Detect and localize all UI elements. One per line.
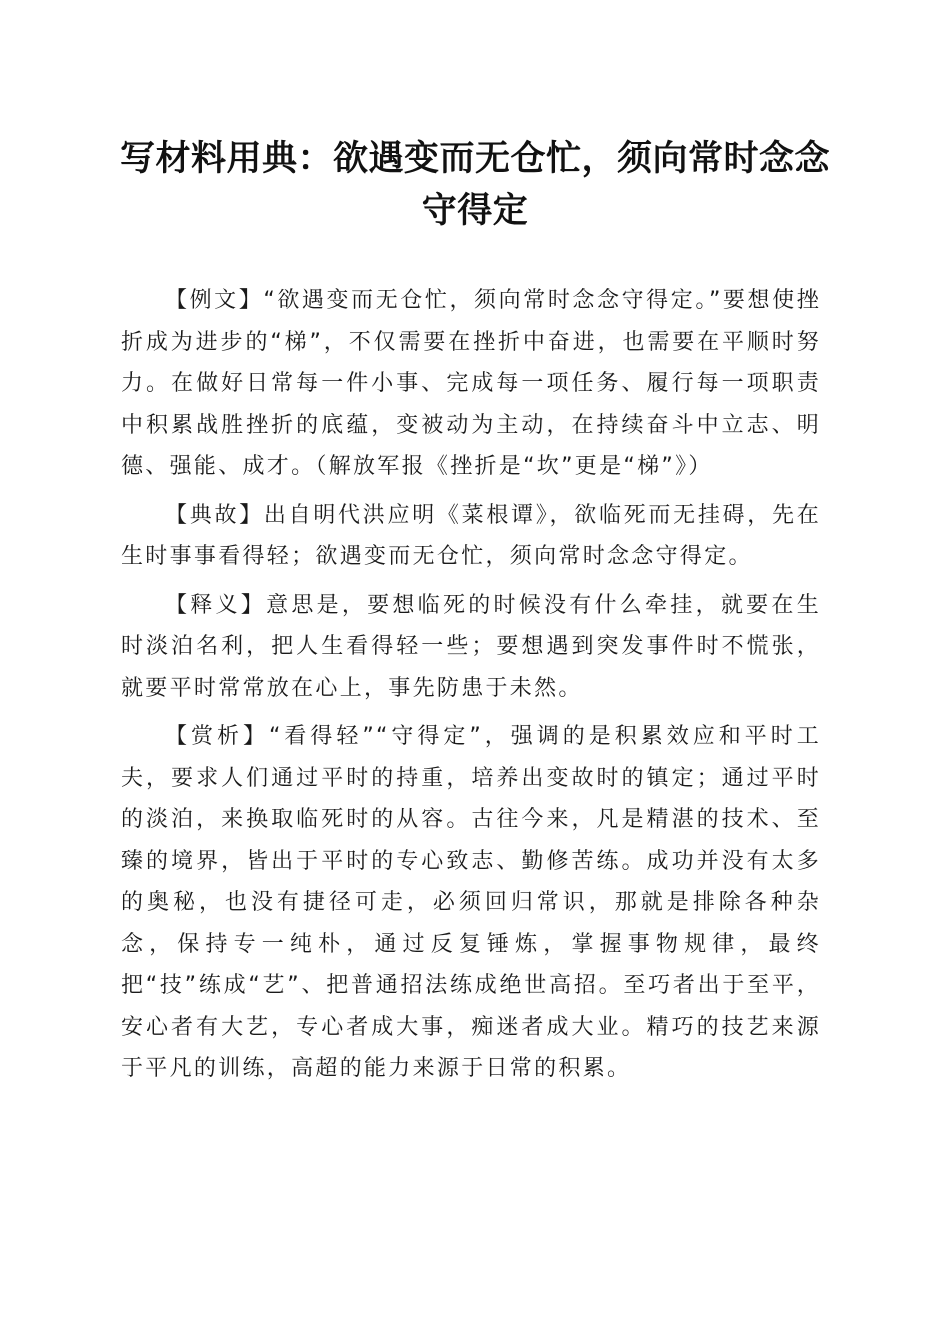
paragraph-allusion: 【典故】出自明代洪应明《菜根谭》，欲临死而无挂碍，先在生时事事看得轻；欲遇变而无仓忙，须向常时念念守得定。 <box>121 502 821 569</box>
paragraph-example: 【例文】“欲遇变而无仓忙，须向常时念念守得定。”要想使挫折成为进步的“梯”，不仅需要在挫折中奋进，也需要在平顺时努力。在做好日常每一件小事、完成每一项任务、履行每一项职责中积累战胜挫折的底蕴，变被动为主动，在持续奋斗中立志、明德、强能、成才。（解放军报《挫折是“坎”更是“梯”》） <box>121 288 821 479</box>
document-title: 写材料用典：欲遇变而无仓忙，须向常时念念守得定 <box>119 138 830 231</box>
document-body <box>121 280 821 1097</box>
paragraph-meaning: 【释义】意思是，要想临死的时候没有什么牵挂，就要在生时淡泊名利，把人生看得轻一些；要想遇到突发事件时不慌张，就要平时常常放在心上，事先防患于未然。 <box>121 592 821 701</box>
paragraph-appreciation: 【赏析】“看得轻”“守得定”，强调的是积累效应和平时工夫，要求人们通过平时的持重，培养出变故时的镇定；通过平时的淡泊，来换取临死时的从容。古往今来，凡是精湛的技术、至臻的境界，皆出于平时的专心致志、勤修苦练。成功并没有太多的奥秘，也没有捷径可走，必须回归常识，那就是排除各种杂念，保持专一纯朴，通过反复锤炼，掌握事物规律，最终把“技”练成“艺”、把普通招法练成绝世高招。至巧者出于至平，安心者有大艺，专心者成大事，痴迷者成大业。精巧的技艺来源于平凡的训练，高超的能力来源于日常的积累。 <box>121 724 821 1081</box>
